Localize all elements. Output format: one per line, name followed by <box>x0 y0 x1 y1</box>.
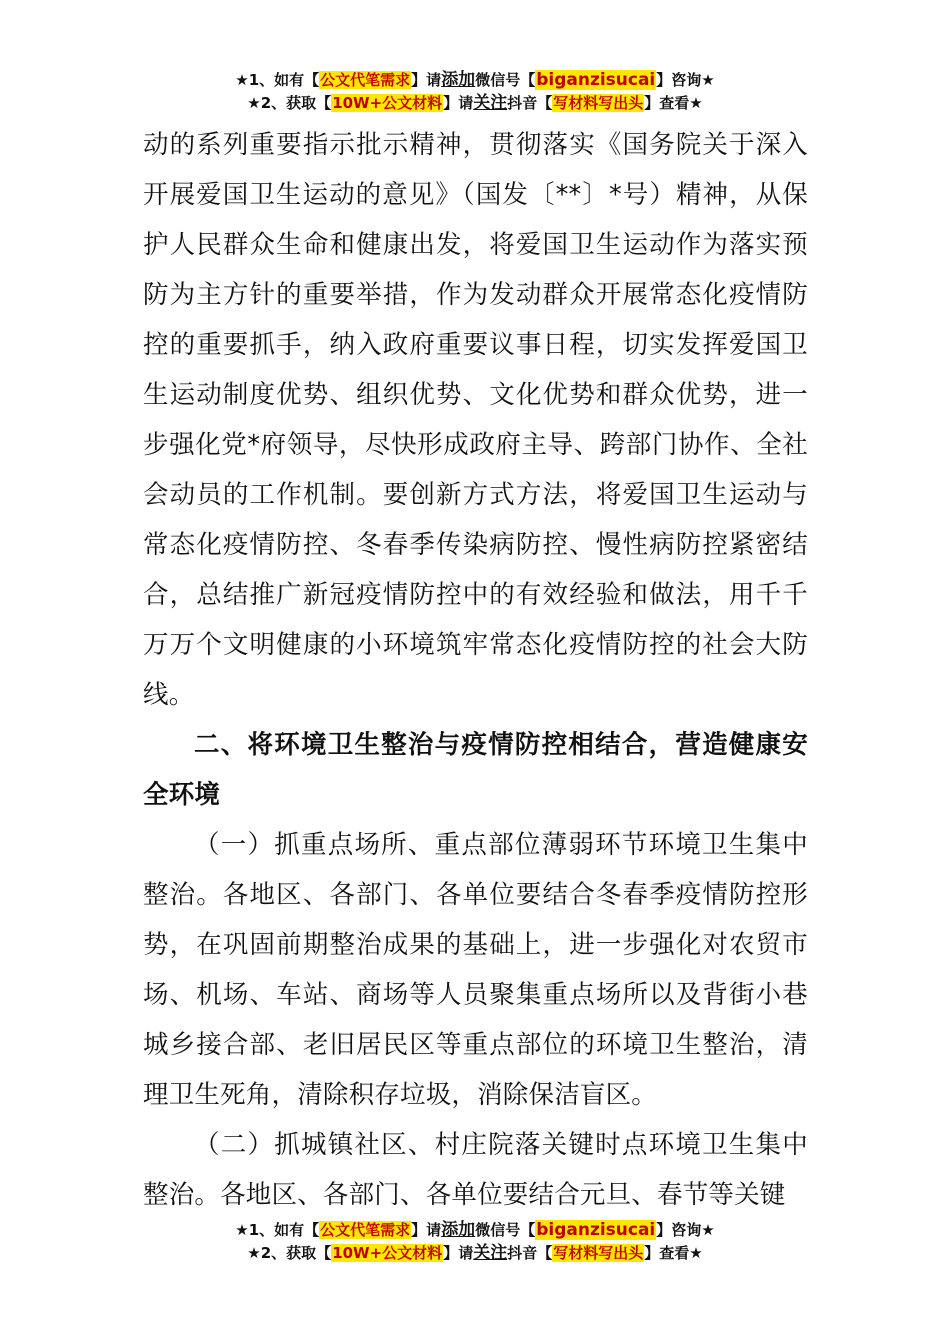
star-icon: ★ <box>235 1221 249 1239</box>
banner-underlined: 关注 <box>473 93 508 113</box>
banner-text: 】查看★ <box>644 94 703 112</box>
banner-text: 】请 <box>411 1221 442 1239</box>
highlight-service: 公文代笔需求 <box>320 1221 411 1239</box>
banner-text: 2、获取【 <box>260 1244 332 1262</box>
star-icon: ★ <box>235 71 249 89</box>
banner-text: 微信号【 <box>475 1221 536 1239</box>
banner-line-2 <box>0 92 950 115</box>
document-body <box>143 120 808 1220</box>
highlight-wechat-id: biganzisucai <box>536 1220 656 1240</box>
banner-underlined: 关注 <box>473 1243 508 1263</box>
banner-line-2 <box>0 1242 950 1265</box>
banner-text: 微信号【 <box>475 71 536 89</box>
banner-line-1 <box>0 1219 950 1242</box>
star-icon: ★ <box>247 1244 261 1262</box>
footer-banner <box>0 1219 950 1265</box>
banner-text: 】咨询★ <box>656 71 715 89</box>
banner-text: 1、如有【 <box>248 1221 320 1239</box>
banner-text: 】咨询★ <box>656 1221 715 1239</box>
star-icon: ★ <box>247 94 261 112</box>
banner-line-1 <box>0 69 950 92</box>
banner-text: 】请 <box>411 71 442 89</box>
paragraph: 动的系列重要指示批示精神，贯彻落实《国务院关于深入开展爱国卫生运动的意见》（国发〔**〕*号）精神，从保护人民群众生命和健康出发，将爱国卫生运动作为落实预防为主方针的重要举措，作为发动群众开展常态化疫情防控的重要抓手，纳入政府重要议事日程，切实发挥爱国卫生运动制度优势、组织优势、文化优势和群众优势，进一步强化党*府领导，尽快形成政府主导、跨部门协作、全社会动员的工作机制。要创新方式方法，将爱国卫生运动与常态化疫情防控、冬春季传染病防控、慢性病防控紧密结合，总结推广新冠疫情防控中的有效经验和做法，用千千万万个文明健康的小环境筑牢常态化疫情防控的社会大防线。 <box>143 130 808 710</box>
paragraph: （二）抓城镇社区、村庄院落关键时点环境卫生集中整治。各地区、各部门、各单位要结合元旦、春节等关键 <box>143 1130 808 1210</box>
banner-text: 2、获取【 <box>260 94 332 112</box>
banner-text: 】请 <box>443 94 474 112</box>
section-heading: 二、将环境卫生整治与疫情防控相结合，营造健康安全环境 <box>143 730 808 810</box>
highlight-douyin: 写材料写出头 <box>553 1244 644 1262</box>
header-banner <box>0 69 950 115</box>
banner-text: 】请 <box>443 1244 474 1262</box>
highlight-service: 公文代笔需求 <box>320 71 411 89</box>
highlight-douyin: 写材料写出头 <box>553 94 644 112</box>
banner-text: 】查看★ <box>644 1244 703 1262</box>
highlight-wechat-id: biganzisucai <box>536 70 656 90</box>
highlight-materials: 10W+公文材料 <box>332 1244 443 1262</box>
paragraph: （一）抓重点场所、重点部位薄弱环节环境卫生集中整治。各地区、各部门、各单位要结合冬春季疫情防控形势，在巩固前期整治成果的基础上，进一步强化对农贸市场、机场、车站、商场等人员聚集重点场所以及背街小巷城乡接合部、老旧居民区等重点部位的环境卫生整治，清理卫生死角，清除积存垃圾，消除保洁盲区。 <box>143 830 808 1110</box>
banner-text: 1、如有【 <box>248 71 320 89</box>
banner-underlined: 添加 <box>441 1220 476 1240</box>
highlight-materials: 10W+公文材料 <box>332 94 443 112</box>
banner-underlined: 添加 <box>441 70 476 90</box>
banner-text: 抖音【 <box>507 1244 553 1262</box>
banner-text: 抖音【 <box>507 94 553 112</box>
